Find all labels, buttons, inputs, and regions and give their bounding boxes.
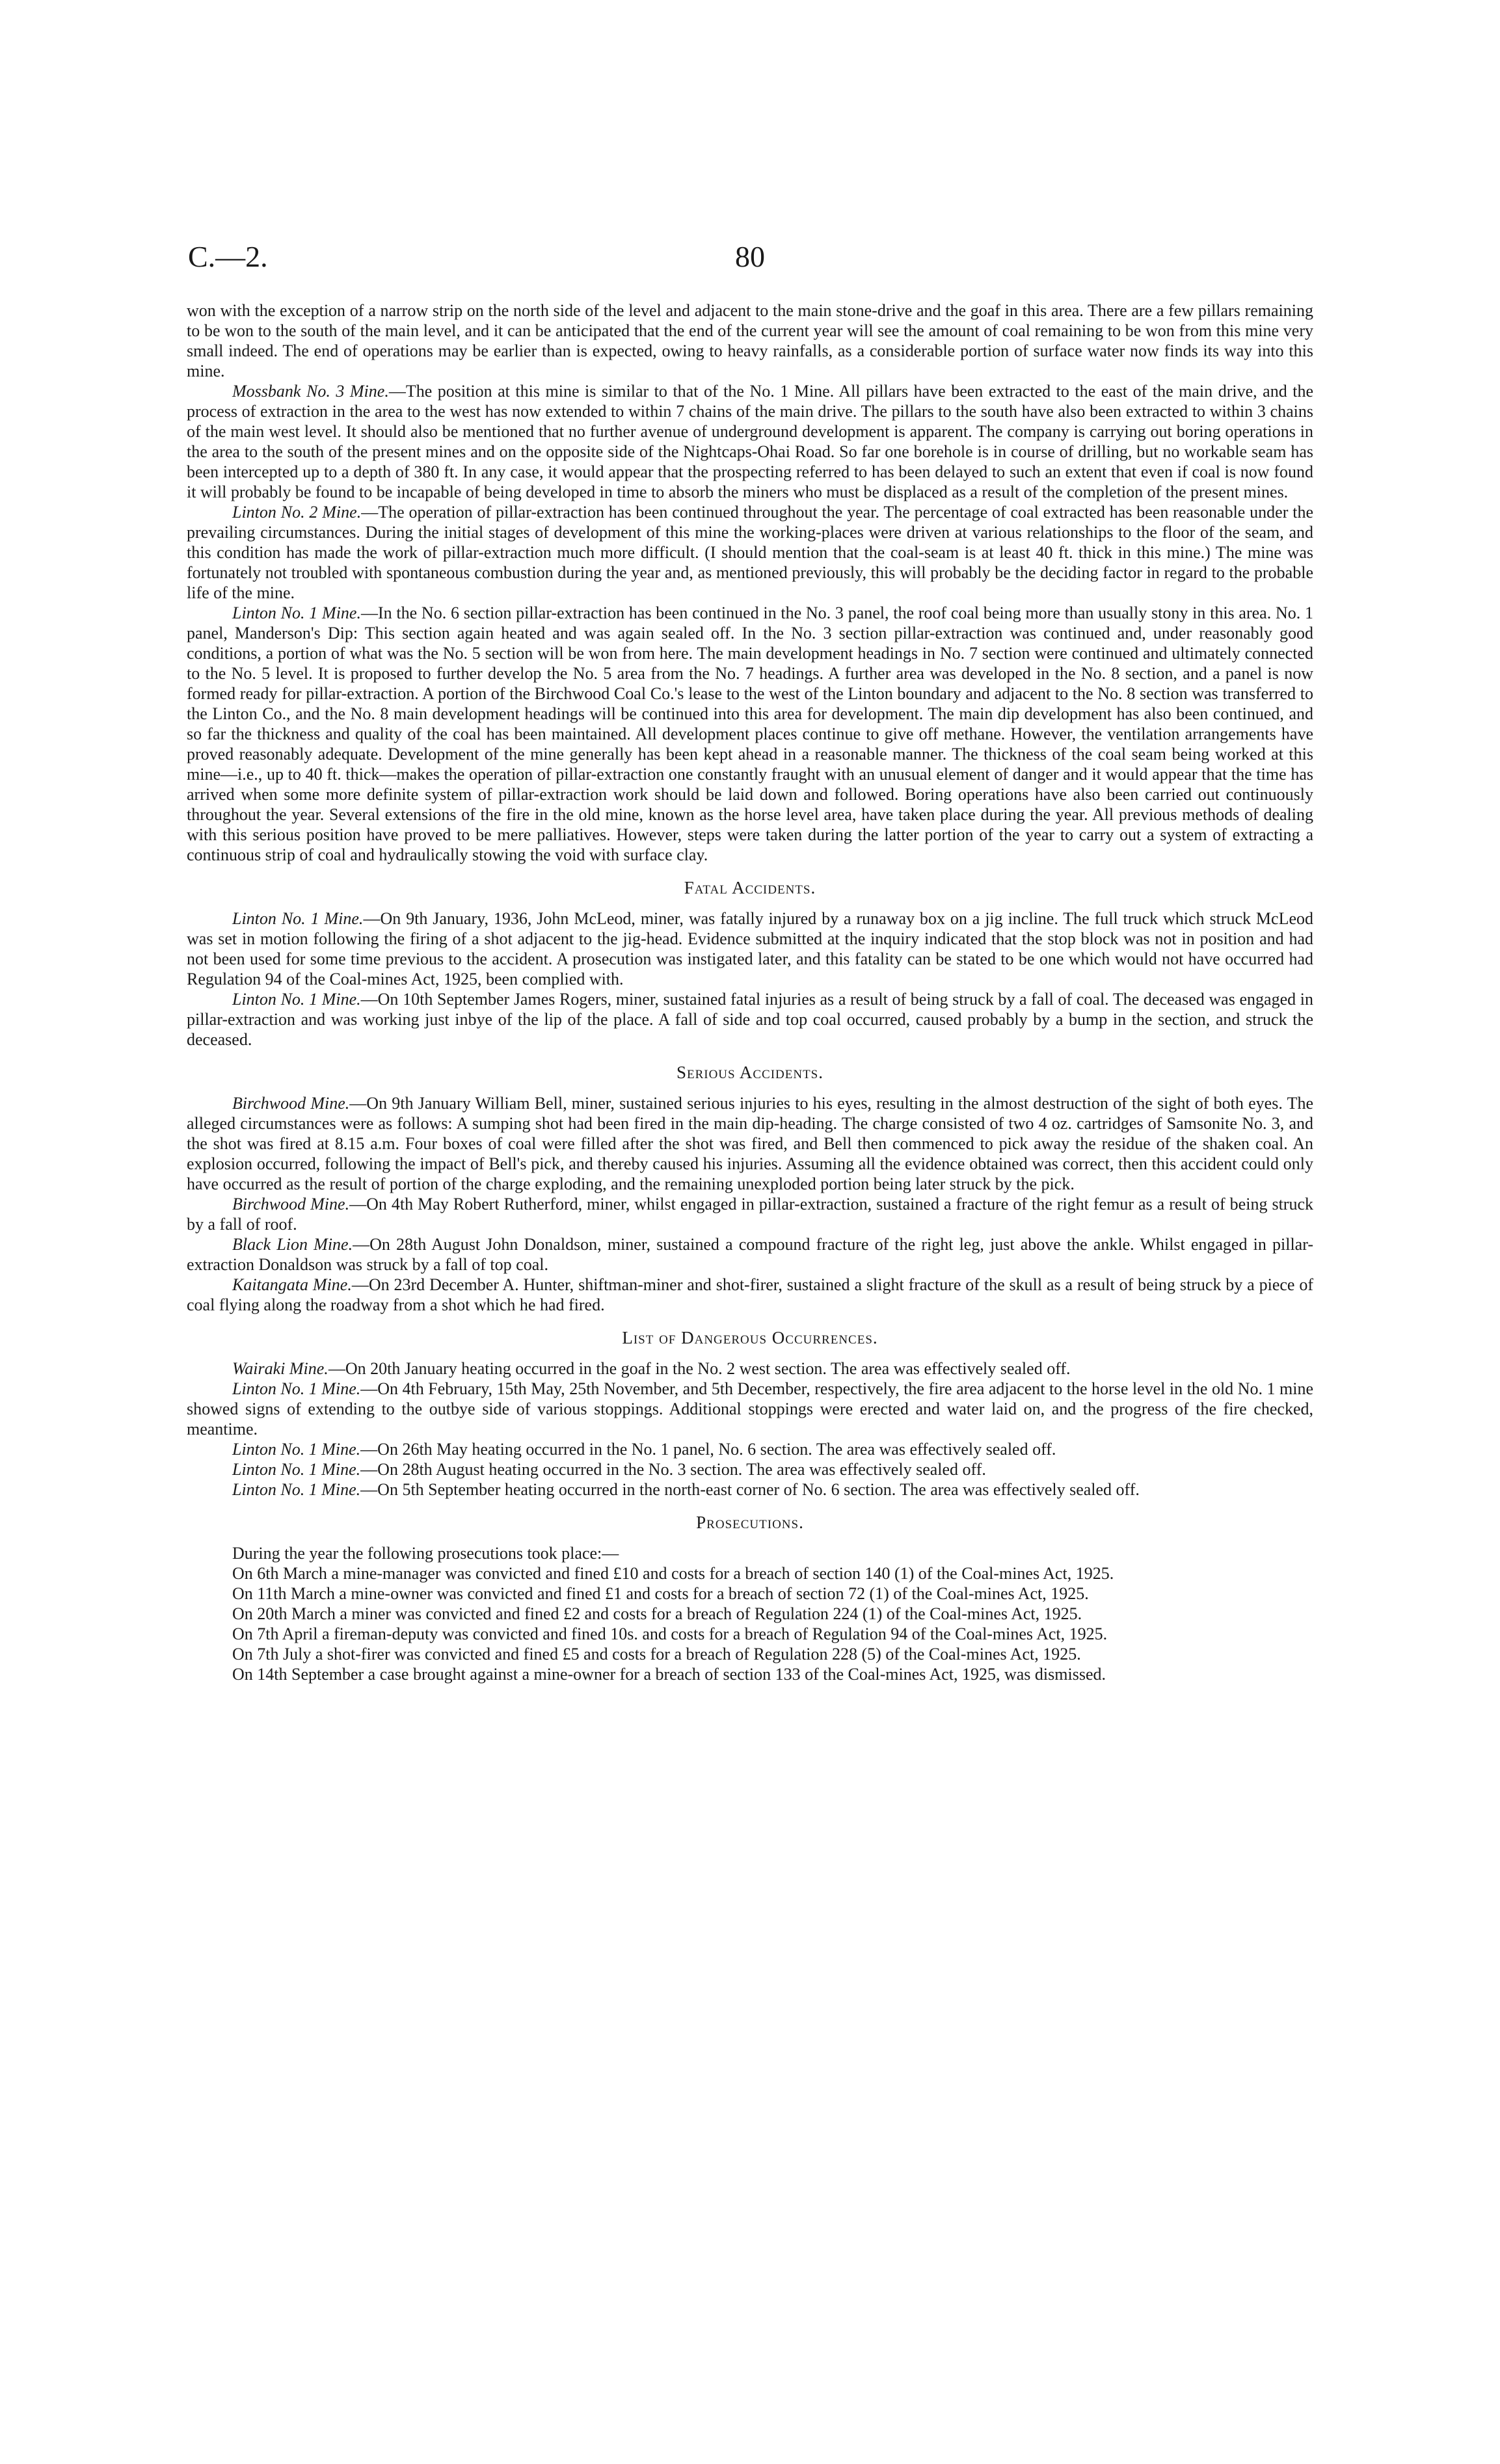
paragraph-text: —The position at this mine is similar to that of the No. 1 Mine. All pillars have been extracted to the east of the main drive, and the process of extraction in the area to the west has now extended to within 7 chains of the main drive. The pillars to the south have also been extracted to within 3 chains of the main west level. It should also be mentioned that no further avenue of underground development is apparent. The company is carrying out boring operations in the area to the south of the present mines and on the opposite side of the Nightcaps-Ohai Road. So far one borehole is in course of drilling, but no workable seam has been intercepted up to a depth of 380 ft. In any case, it would appear that the prospecting referred to has been delayed to such an extent that even if coal is now found it will probably be found to be incapable of being developed in time to absorb the miners who must be displaced as a result of the completion of the present mines. <box>187 382 1313 501</box>
paragraph-text: —On 28th August heating occurred in the No. 3 section. The area was effectively sealed off. <box>360 1460 986 1479</box>
prosecution-item: On 11th March a mine-owner was convicted and fined £1 and costs for a breach of section 72 (1) of the Coal-mines Act, 1925. <box>232 1584 1089 1603</box>
mine-name: Linton No. 2 Mine. <box>232 503 362 522</box>
paragraph-text: —On 4th February, 15th May, 25th November, and 5th December, respectively, the fire area adjacent to the horse level in the old No. 1 mine showed signs of extending to the outbye side of various stoppings. Additional stoppings were erected and water laid on, and the progress of the fire checked, meantime. <box>187 1379 1313 1438</box>
serious-accident-item <box>187 1093 1313 1194</box>
prosecution-item: On 20th March a miner was convicted and fined £2 and costs for a breach of Regulation 224 (1) of the Coal-mines Act, 1925. <box>232 1604 1082 1623</box>
paragraph-text: —On 4th May Robert Rutherford, miner, whilst engaged in pillar-extraction, sustained a fracture of the right femur as a result of being struck by a fall of roof. <box>187 1195 1314 1234</box>
serious-accident-item <box>187 1194 1313 1234</box>
dangerous-occurrence-item <box>187 1459 1313 1479</box>
section-heading-prosecutions: Prosecutions. <box>696 1513 804 1532</box>
paragraph-linton-2 <box>187 502 1313 603</box>
mine-name: Linton No. 1 Mine. <box>232 1440 361 1459</box>
prosecution-item: On 6th March a mine-manager was convicted and fined £10 and costs for a breach of section 140 (1) of the Coal-mines Act, 1925. <box>232 1564 1114 1583</box>
paragraph-text: —On 9th January, 1936, John McLeod, miner, was fatally injured by a runaway box on a jig incline. The full truck which struck McLeod was set in motion following the firing of a shot adjacent to the jig-head. Evidence submitted at the inquiry indicated that the stop block was not in position and had not been used for some time previous to the accident. A prosecution was instigated later, and this fatality can be stated to be one which would not have occurred had Regulation 94 of the Coal-mines Act, 1925, been complied with. <box>187 909 1313 988</box>
mine-name: Linton No. 1 Mine. <box>232 909 364 928</box>
dangerous-occurrence-item <box>187 1358 1313 1379</box>
dangerous-occurrence-item <box>187 1379 1313 1439</box>
mine-name: Mossbank No. 3 Mine. <box>232 382 389 401</box>
prosecution-item: On 7th April a fireman-deputy was convicted and fined 10s. and costs for a breach of Regulation 94 of the Coal-mines Act, 1925. <box>232 1624 1108 1643</box>
paragraph-text: —In the No. 6 section pillar-extraction has been continued in the No. 3 panel, the roof coal being more than usually stony in this area. No. 1 panel, Manderson's Dip: This section again heated and was again sealed off. In the No. 3 section pillar-extraction was continued and, under reasonably good conditions, a portion of what was the No. 5 section will be won from here. The main development headings in No. 7 section were continued and ultimately connected to the No. 5 level. It is proposed to further develop the No. 5 area from the No. 7 headings. A further area was developed in the No. 8 section, and a panel is now formed ready for pillar-extraction. A portion of the Birchwood Coal Co.'s lease to the west of the Linton boundary and adjacent to the No. 8 section was transferred to the Linton Co., and the No. 8 main development headings will be continued into this area for development. The main dip development has also been continued, and so far the thickness and quality of the coal has been maintained. All development places continue to give off methane. However, the ventilation arrangements have proved reasonably adequate. Development of the mine generally has been kept ahead in a reasonable manner. The thickness of the coal seam being worked at this mine—i.e., up to 40 ft. thick—makes the operation of pillar-extraction one constantly fraught with an unusual element of danger and it would appear that the time has arrived when some more definite system of pillar-extraction work should be laid down and followed. Boring operations have also been carried out continuously throughout the year. Several extensions of the fire in the old mine, known as the horse level area, have taken place during the year. All previous methods of dealing with this serious position have proved to be mere palliatives. However, steps were taken during the latter portion of the year to carry out a system of extracting a continuous strip of coal and hydraulically stowing the void with surface clay. <box>187 603 1314 864</box>
paragraph-linton-1 <box>187 603 1313 865</box>
mine-name: Birchwood Mine. <box>232 1094 350 1113</box>
fatal-accident-item <box>187 989 1313 1050</box>
section-heading-dangerous-occurrences: List of Dangerous Occurrences. <box>622 1328 878 1347</box>
prosecutions-intro: During the year the following prosecutions took place:— <box>232 1544 619 1563</box>
paragraph-text: —The operation of pillar-extraction has been continued throughout the year. The percentage of coal extracted has been reasonable under the prevailing circumstances. During the initial stages of development of this mine the working-places were driven at various relationships to the floor of the seam, and this condition has made the work of pillar-extraction much more difficult. (I should mention that the coal-seam is at least 40 ft. thick in this mine.) The mine was fortunately not troubled with spontaneous combustion during the year and, as mentioned previously, this will probably be the deciding factor in regard to the probable life of the mine. <box>187 503 1313 602</box>
paragraph-text: —On 5th September heating occurred in the north-east corner of No. 6 section. The area was effectively sealed off. <box>360 1480 1140 1499</box>
document-reference: C.—2. <box>188 240 268 273</box>
paragraph-mossbank-3 <box>187 381 1313 502</box>
mine-name: Birchwood Mine. <box>232 1195 350 1213</box>
mine-name: Linton No. 1 Mine. <box>232 603 361 622</box>
paragraph-text: —On 10th September James Rogers, miner, sustained fatal injuries as a result of being struck by a fall of coal. The deceased was engaged in pillar-extraction and was working just inbye of the lip of the place. A fall of side and top coal occurred, caused probably by a bump in the section, and struck the deceased. <box>187 990 1314 1049</box>
dangerous-occurrence-item <box>187 1479 1313 1500</box>
section-heading-fatal-accidents: Fatal Accidents. <box>684 878 816 897</box>
page-header <box>188 239 1312 278</box>
page-number: 80 <box>735 240 765 273</box>
paragraph-text: —On 26th May heating occurred in the No. 1 panel, No. 6 section. The area was effectively sealed off. <box>360 1440 1056 1459</box>
paragraph-text: —On 23rd December A. Hunter, shiftman-miner and shot-firer, sustained a slight fracture of the skull as a result of being struck by a piece of coal flying along the roadway from a shot which he had fired. <box>187 1275 1313 1314</box>
mine-name: Linton No. 1 Mine. <box>232 1480 361 1499</box>
mine-name: Black Lion Mine. <box>232 1235 353 1254</box>
paragraph-text: —On 28th August John Donaldson, miner, sustained a compound fracture of the right leg, just above the ankle. Whilst engaged in pillar-extraction Donaldson was struck by a fall of top coal. <box>187 1235 1313 1274</box>
prosecution-item: On 14th September a case brought against a mine-owner for a breach of section 133 of the Coal-mines Act, 1925, was dismissed. <box>232 1665 1106 1684</box>
prosecution-item: On 7th July a shot-firer was convicted and fined £5 and costs for a breach of Regulation 228 (5) of the Coal-mines Act, 1925. <box>232 1645 1081 1663</box>
fatal-accident-item <box>187 908 1313 989</box>
dangerous-occurrence-item <box>187 1439 1313 1459</box>
mine-name: Kaitangata Mine. <box>232 1275 352 1294</box>
mine-name: Wairaki Mine. <box>232 1359 328 1378</box>
document-body <box>187 300 1313 1684</box>
section-heading-serious-accidents: Serious Accidents. <box>676 1063 824 1082</box>
paragraph-text: —On 20th January heating occurred in the goaf in the No. 2 west section. The area was effectively sealed off. <box>328 1359 1071 1378</box>
serious-accident-item <box>187 1234 1313 1275</box>
serious-accident-item <box>187 1275 1313 1315</box>
mine-name: Linton No. 1 Mine. <box>232 1460 361 1479</box>
paragraph-text: —On 9th January William Bell, miner, sustained serious injuries to his eyes, resulting in the almost destruction of the sight of both eyes. The alleged circumstances were as follows: A sumping shot had been fired in the main dip-heading. The charge consisted of two 4 oz. cartridges of Samsonite No. 3, and the shot was fired at 8.15 a.m. Four boxes of coal were filled after the shot was fired, and Bell then commenced to pick away the residue of the shaken coal. An explosion occurred, following the impact of Bell's pick, and thereby caused his injuries. Assuming all the evidence obtained was correct, then this accident could only have occurred as the result of portion of the charge exploding, and the remaining unexploded portion being later struck by the pick. <box>187 1094 1313 1193</box>
mine-name: Linton No. 1 Mine. <box>232 990 361 1009</box>
continued-paragraph: won with the exception of a narrow strip on the north side of the level and adjacent to the main stone-drive and the goaf in this area. There are a few pillars remaining to be won to the south of the main level, and it can be anticipated that the end of the current year will see the amount of coal remaining to be won from this mine very small indeed. The end of operations may be earlier than is expected, owing to heavy rainfalls, as a considerable portion of surface water now finds its way into this mine. <box>187 301 1313 380</box>
mine-name: Linton No. 1 Mine. <box>232 1379 361 1398</box>
